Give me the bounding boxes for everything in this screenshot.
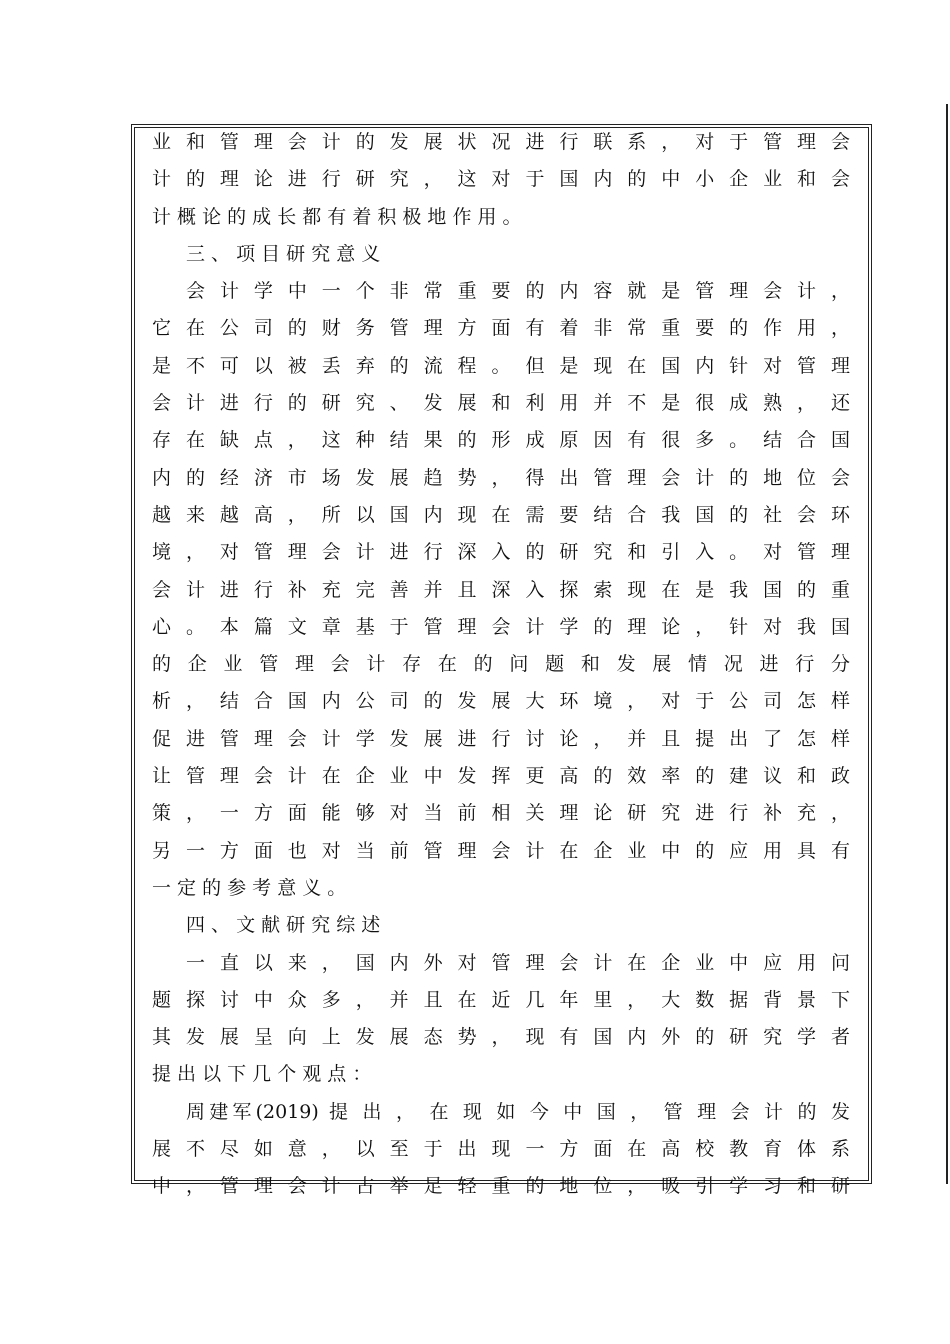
text-line: 会 计 学 中 一 个 非 常 重 要 的 内 容 就 是 管 理 会 计 ， <box>186 280 850 303</box>
text-line: 周建军(2019) 提 出 ， 在 现 如 今 中 国 ， 管 理 会 计 的 发 <box>186 1100 850 1123</box>
text-line: 四 、 文 献 研 究 综 述 <box>186 914 381 937</box>
text-line: 三 、 项 目 研 究 意 义 <box>186 242 381 265</box>
text-line: 策 ， 一 方 面 能 够 对 当 前 相 关 理 论 研 究 进 行 补 充 ， <box>152 802 850 825</box>
text-line: 境 ， 对 管 理 会 计 进 行 深 入 的 研 究 和 引 入 。 对 管 理 <box>152 541 850 564</box>
text-line: 的 企 业 管 理 会 计 存 在 的 问 题 和 发 展 情 况 进 行 分 <box>152 653 850 676</box>
text-line: 越 来 越 高 ， 所 以 国 内 现 在 需 要 结 合 我 国 的 社 会 环 <box>152 503 850 526</box>
text-line: 中 ， 管 理 会 计 占 举 足 轻 重 的 地 位 ， 吸 引 学 习 和 研 <box>152 1175 850 1198</box>
text-line: 促 进 管 理 会 计 学 发 展 进 行 讨 论 ， 并 且 提 出 了 怎 样 <box>152 727 850 750</box>
text-line: 业 和 管 理 会 计 的 发 展 状 况 进 行 联 系 ， 对 于 管 理 会 <box>152 131 850 153</box>
text-line: 计 的 理 论 进 行 研 究 ， 这 对 于 国 内 的 中 小 企 业 和 会 <box>152 168 850 191</box>
text-line: 另 一 方 面 也 对 当 前 管 理 会 计 在 企 业 中 的 应 用 具 有 <box>152 839 850 862</box>
text-line: 让 管 理 会 计 在 企 业 中 发 挥 更 高 的 效 率 的 建 议 和 政 <box>152 765 850 788</box>
text-line: 计 概 论 的 成 长 都 有 着 积 极 地 作 用 。 <box>152 205 522 228</box>
text-line: 会 计 进 行 补 充 完 善 并 且 深 入 探 索 现 在 是 我 国 的 重 <box>152 578 850 601</box>
text-line: 内 的 经 济 市 场 发 展 趋 势 ， 得 出 管 理 会 计 的 地 位 会 <box>152 466 850 489</box>
text-line: 会 计 进 行 的 研 究 、 发 展 和 利 用 并 不 是 很 成 熟 ， 还 <box>152 392 850 415</box>
text-line: 析 ， 结 合 国 内 公 司 的 发 展 大 环 境 ， 对 于 公 司 怎 样 <box>152 690 850 713</box>
text-line: 存 在 缺 点 ， 这 种 结 果 的 形 成 原 因 有 很 多 。 结 合 国 <box>152 429 850 452</box>
text-line: 展 不 尽 如 意 ， 以 至 于 出 现 一 方 面 在 高 校 教 育 体 系 <box>152 1138 850 1161</box>
text-line: 题 探 讨 中 众 多 ， 并 且 在 近 几 年 里 ， 大 数 据 背 景 下 <box>152 988 850 1011</box>
text-line: 一 定 的 参 考 意 义 。 <box>152 876 347 899</box>
text-line: 提 出 以 下 几 个 观 点 ： <box>152 1063 372 1086</box>
page-edge-line <box>946 104 948 1184</box>
text-line: 它 在 公 司 的 财 务 管 理 方 面 有 着 非 常 重 要 的 作 用 ， <box>152 317 850 340</box>
text-line: 一 直 以 来 ， 国 内 外 对 管 理 会 计 在 企 业 中 应 用 问 <box>186 951 850 974</box>
text-line: 其 发 展 呈 向 上 发 展 态 势 ， 现 有 国 内 外 的 研 究 学 者 <box>152 1026 850 1049</box>
text-line: 心 。 本 篇 文 章 基 于 管 理 会 计 学 的 理 论 ， 针 对 我 国 <box>152 615 850 638</box>
text-line: 是 不 可 以 被 丢 弃 的 流 程 。 但 是 现 在 国 内 针 对 管 理 <box>152 354 850 377</box>
document-body <box>152 124 850 1206</box>
